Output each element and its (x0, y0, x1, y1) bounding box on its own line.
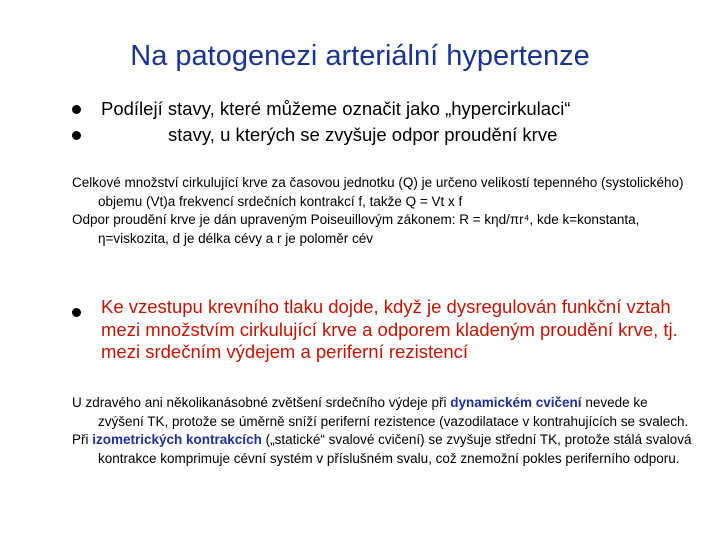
bullet-text: Podílejí stavy, které můžeme označit jako „hypercirkulaci“ (101, 98, 571, 119)
dynamic-exercise-keyword: dynamickém cvičení (450, 395, 582, 410)
highlight-bullet-text: Ke vzestupu krevního tlaku dojde, když je dysregulován funkční vztah mezi množstvím cirkulující krve a odporem kladeným proudění krve, tj. mezi srdečním výdejem a periferní rezistencí (101, 296, 678, 362)
bullet-text: stavy, u kterých se zvyšuje odpor proudění krve (168, 124, 558, 145)
bullet-dot-icon (72, 131, 81, 140)
isometric-keyword: izometrických kontrakcích (92, 432, 262, 448)
cardiac-output-text: Celkové množství cirkulující krve za časovou jednotku (Q) je určeno velikostí tepenného (systolického) objemu (Vt)a frekvencí srdečních kontrakcí f, takže Q = Vt x f (72, 175, 684, 209)
text-segment: U zdravého ani několikanásobné zvětšení srdečního výdeje při (72, 395, 451, 410)
text-segment: nevede ke zvýšení TK, protože se úměrně sníží periferní rezistence (vazodilatace v kontrahujících se svalech. (98, 395, 689, 429)
highlight-bullet (72, 296, 692, 364)
formula-paragraph (72, 174, 692, 248)
poiseuille-text: Odpor proudění krve je dán upraveným Poiseuillovým zákonem: R = kηd/πr⁴, kde k=konstanta, η=viskozita, d je délka cévy a r je poloměr cév (72, 212, 640, 246)
bullet-dot-icon (72, 105, 81, 114)
isometric-exercise-text (72, 431, 692, 468)
text-segment: („statické“ svalové cvičení) se zvyšuje střední TK, protože stálá svalová kontrakce komprimuje cévní systém v příslušném svalu, což znemožní pokles periferního odporu. (98, 432, 692, 466)
bullet-item (72, 122, 692, 148)
slide-title: Na patogenezi arteriální hypertenze (130, 40, 590, 72)
text-segment: Při (72, 432, 93, 448)
dynamic-exercise-text (72, 394, 692, 431)
bullet-item (72, 96, 692, 122)
top-bullet-list (72, 96, 692, 148)
exercise-paragraph (72, 394, 692, 468)
bullet-dot-icon (72, 308, 81, 317)
